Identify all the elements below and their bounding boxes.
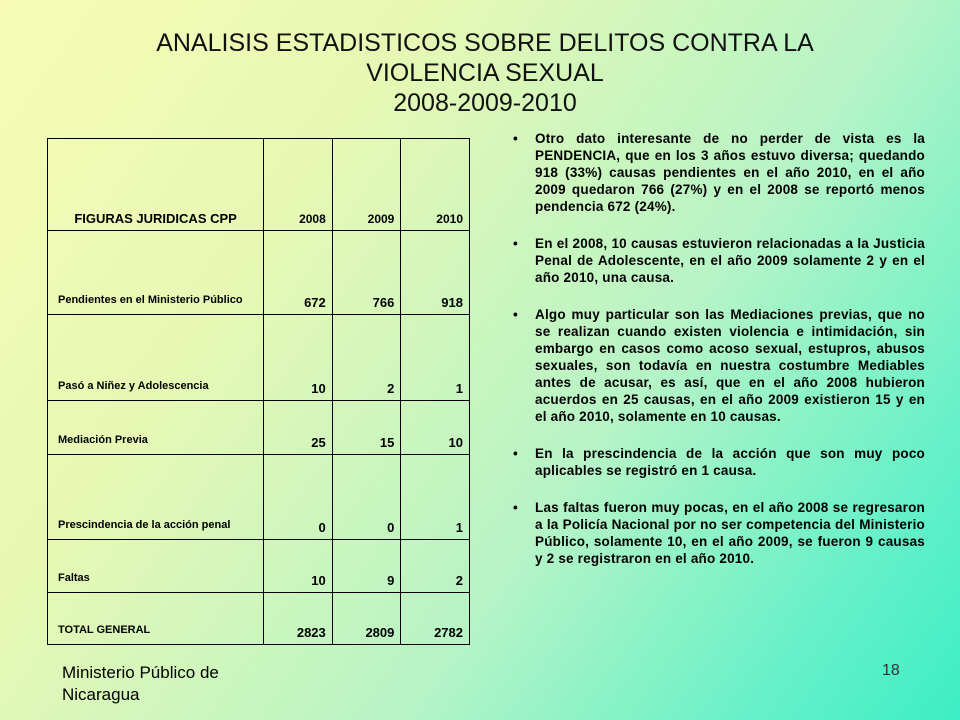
bullet-dot: • (513, 500, 518, 515)
bullet-dot: • (513, 236, 518, 251)
cell-2009: 15 (332, 401, 401, 455)
bullet-text: En el 2008, 10 causas estuvieron relacionadas a la Justicia Penal de Adolescente, en el año 2009 solamente 2 y en el año 2010, una causa. (535, 236, 925, 285)
bullet-item (507, 235, 925, 286)
cell-2010: 1 (401, 455, 470, 540)
cell-2010: 918 (401, 231, 470, 315)
table-row (48, 593, 470, 645)
bullet-item (507, 499, 925, 567)
row-label: Faltas (48, 540, 264, 593)
title-line-1: ANALISIS ESTADISTICOS SOBRE DELITOS CONTRA LA (156, 29, 814, 57)
row-label: Pendientes en el Ministerio Público (48, 231, 264, 315)
bullet-dot: • (513, 446, 518, 461)
title-line-3: 2008-2009-2010 (393, 89, 577, 117)
table-row (48, 315, 470, 401)
footer-organization: Ministerio Público de Nicaragua (62, 663, 219, 704)
cell-2009: 2 (332, 315, 401, 401)
cell-2010: 2 (401, 540, 470, 593)
row-label: Pasó a Niñez y Adolescencia (48, 315, 264, 401)
table-row (48, 540, 470, 593)
cell-2008: 2823 (264, 593, 333, 645)
header-figuras: FIGURAS JURIDICAS CPP (48, 139, 264, 231)
bullet-list (507, 130, 925, 587)
cell-2009: 2809 (332, 593, 401, 645)
bullet-text: Las faltas fueron muy pocas, en el año 2008 se regresaron a la Policía Nacional por no ser competencia del Ministerio Público, solamente 10, en el año 2009, se fueron 9 causas y 2 se registraron en el año 2010. (535, 500, 925, 566)
header-2008: 2008 (264, 139, 333, 231)
cell-2009: 0 (332, 455, 401, 540)
bullet-dot: • (513, 131, 518, 146)
bullet-dot: • (513, 307, 518, 322)
cell-2009: 9 (332, 540, 401, 593)
bullet-item (507, 130, 925, 215)
header-2010: 2010 (401, 139, 470, 231)
cell-2008: 25 (264, 401, 333, 455)
cell-2010: 1 (401, 315, 470, 401)
cell-2008: 0 (264, 455, 333, 540)
cell-2009: 766 (332, 231, 401, 315)
table-row (48, 231, 470, 315)
table-row (48, 401, 470, 455)
bullet-item (507, 445, 925, 479)
table-row (48, 455, 470, 540)
cell-2010: 10 (401, 401, 470, 455)
table-header-row (48, 139, 470, 231)
cell-2010: 2782 (401, 593, 470, 645)
page-number: 18 (882, 662, 900, 679)
page-title (60, 28, 910, 118)
bullet-text: Algo muy particular son las Mediaciones previas, que no se realizan cuando existen violencia e intimidación, sin embargo en casos como acoso sexual, estupros, abusos sexuales, son todavía en nuestra costumbre Mediables antes de acusar, es así, que en el año 2008 hubieron acuerdos en 25 causas, en el año 2009 existieron 15 y en el año 2010, solamente en 10 causas. (535, 307, 925, 424)
bullet-text: Otro dato interesante de no perder de vista es la PENDENCIA, que en los 3 años estuvo diversa; quedando 918 (33%) causas pendientes en el año 2010, en el año 2009 quedaron 766 (27%) y en el 2008 se reportó menos pendencia 672 (24%). (535, 131, 925, 214)
header-2009: 2009 (332, 139, 401, 231)
row-label: Mediación Previa (48, 401, 264, 455)
bullet-item (507, 306, 925, 425)
title-line-2: VIOLENCIA SEXUAL (366, 59, 604, 87)
bullet-text: En la prescindencia de la acción que son muy poco aplicables se registró en 1 causa. (535, 446, 925, 478)
cell-2008: 10 (264, 540, 333, 593)
statistics-table (47, 138, 470, 645)
row-label: Prescindencia de la acción penal (48, 455, 264, 540)
row-label: TOTAL GENERAL (48, 593, 264, 645)
cell-2008: 672 (264, 231, 333, 315)
cell-2008: 10 (264, 315, 333, 401)
